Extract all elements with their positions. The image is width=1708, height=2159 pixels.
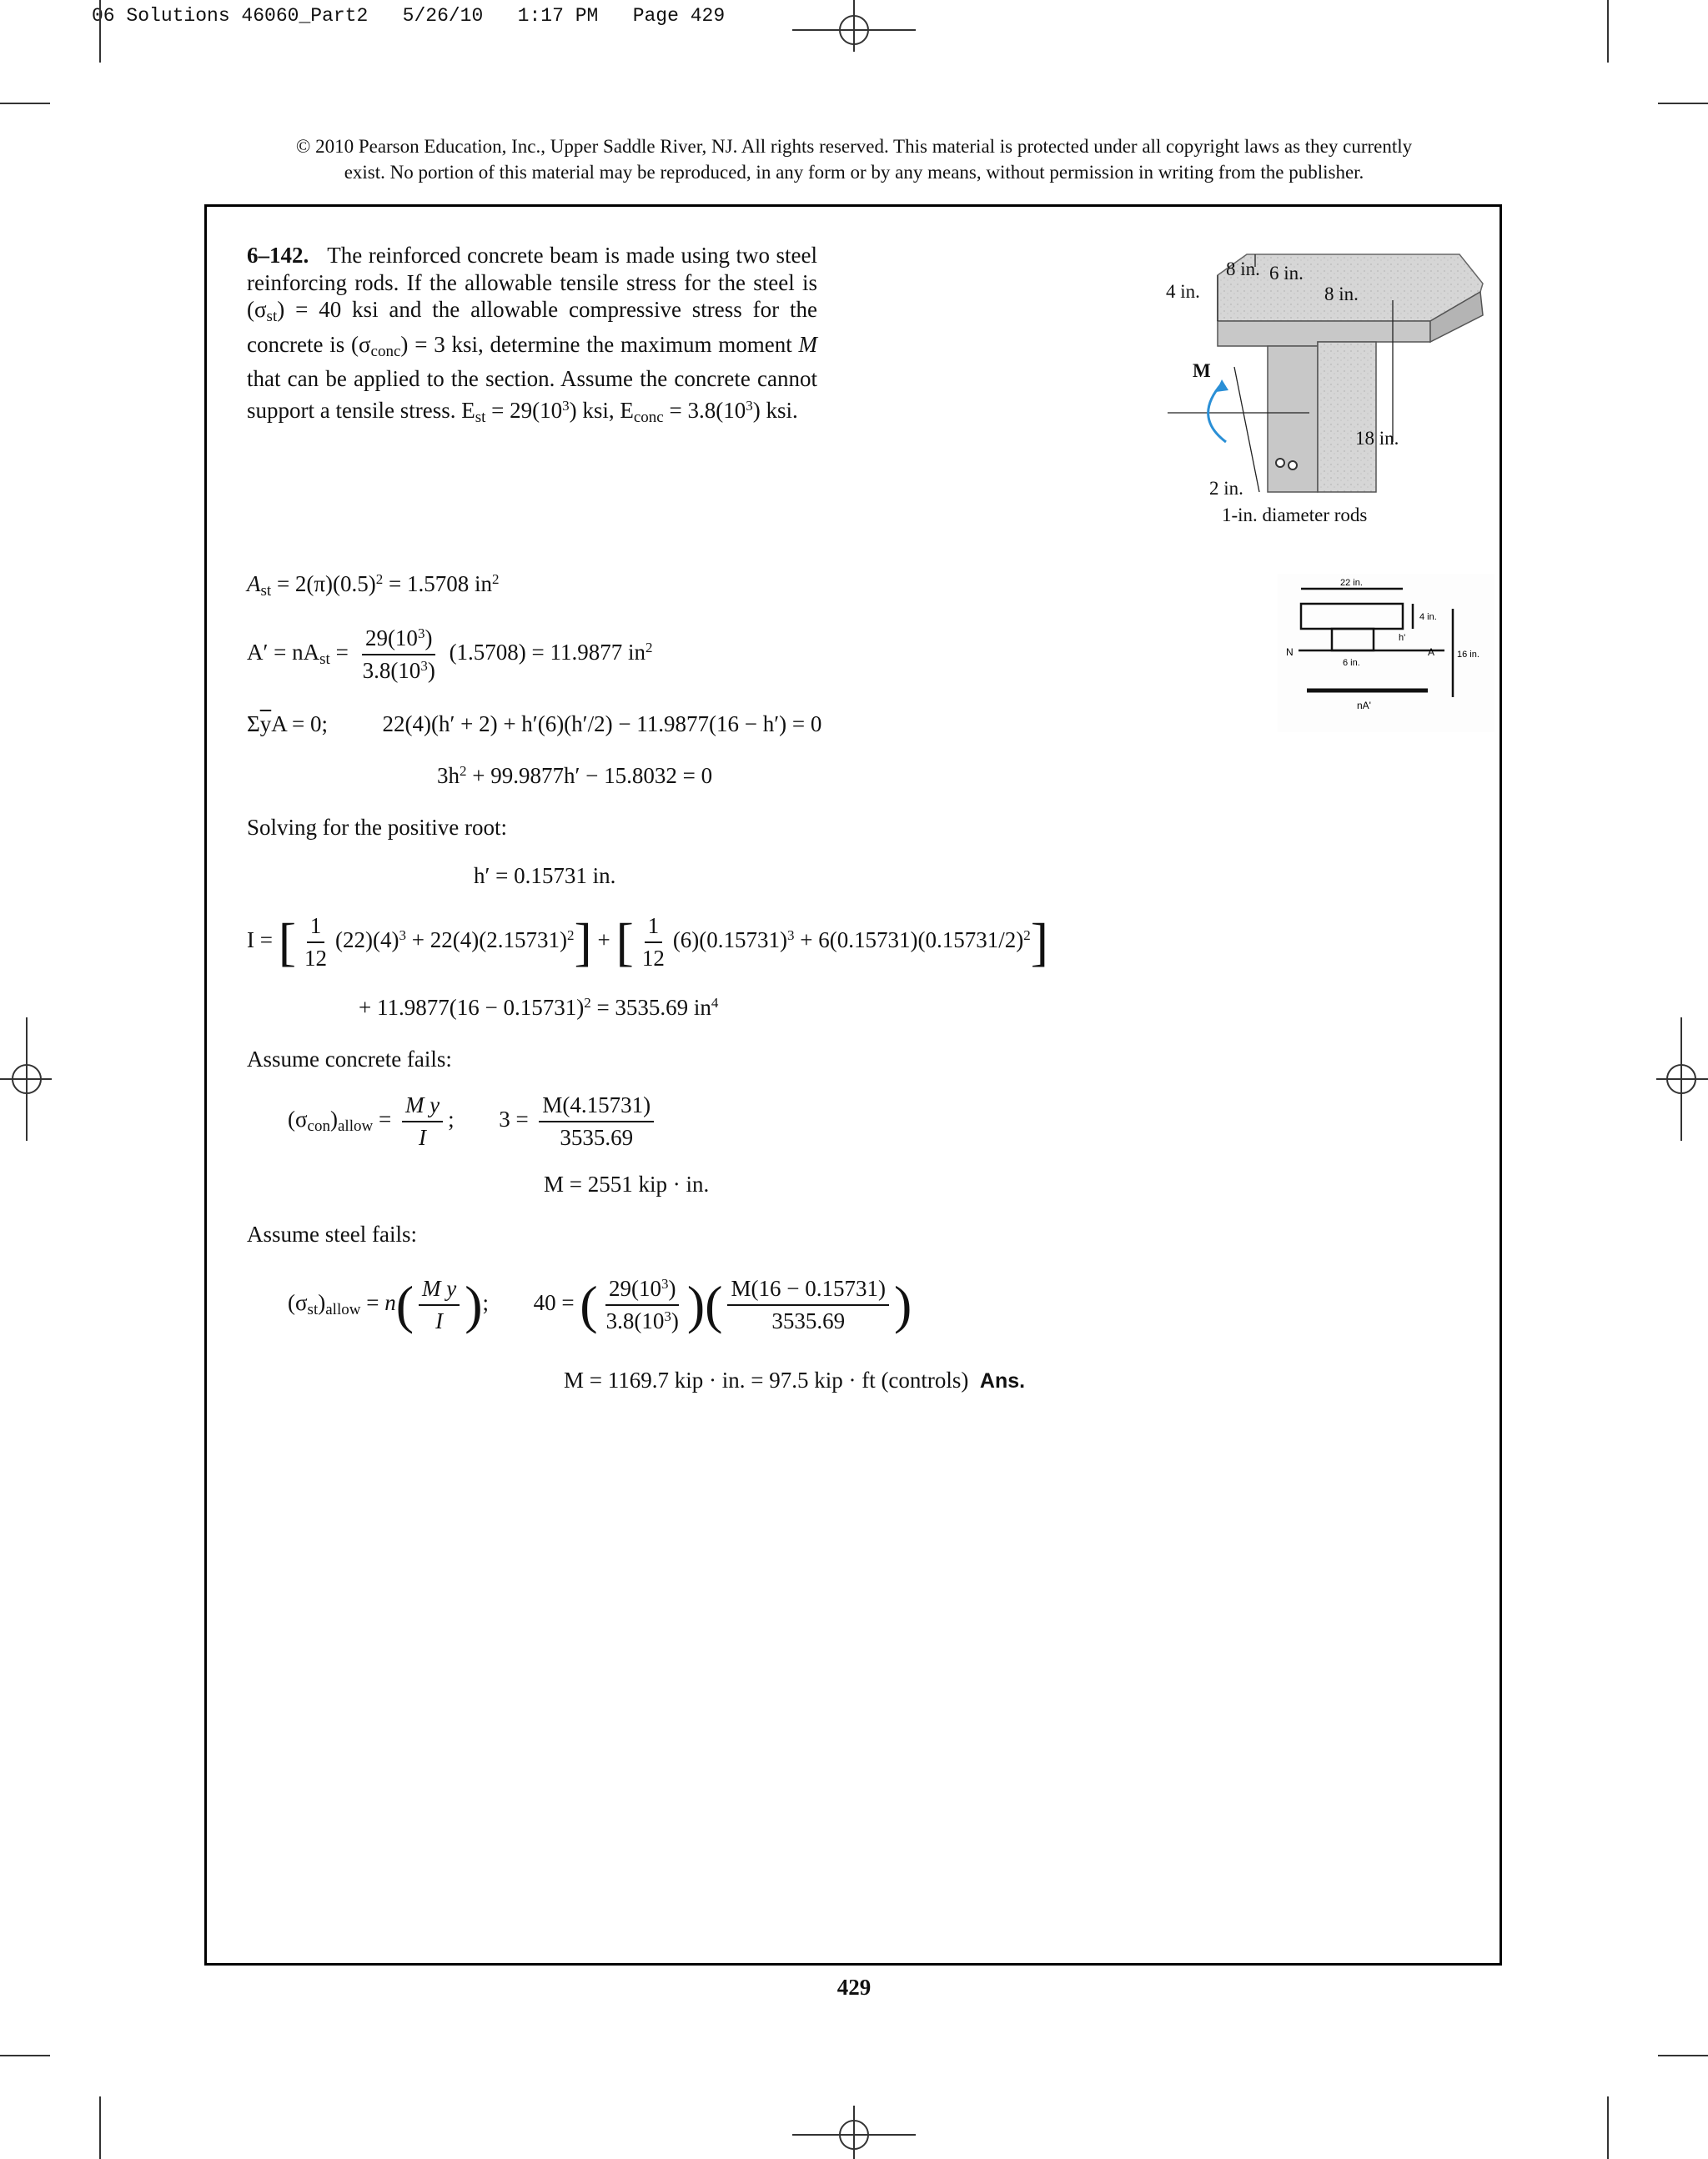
answer-tag: Ans. (979, 1369, 1026, 1393)
text: ; (448, 1107, 455, 1132)
superscript: 3 (664, 1308, 671, 1324)
transformed-section-sketch (1278, 574, 1494, 732)
superscript: 3 (399, 927, 406, 944)
num: M(4.15731) (539, 1092, 654, 1122)
rod (1289, 461, 1297, 469)
problem-text: ) ksi. (752, 397, 798, 423)
text: A = 0; (271, 711, 328, 736)
web-side (1318, 342, 1376, 492)
inertia-line-1: I = [ $\frac{1}{12}$ $(22)(4)^3 + 22(4)(2.15731)^2$] + [ $\frac{1}{12}$ $(6)(0.15731)^3 + 6(0.15731)(0.15731/2)^2$] (247, 912, 1049, 972)
problem-text: = 3.8(10 (663, 397, 746, 423)
den: 12 (304, 946, 328, 971)
sketch-top: 4 in. (1419, 612, 1437, 622)
text: I = (247, 927, 273, 953)
concrete-result: M = 2551 kip · in. (544, 1172, 710, 1197)
sketch-width: 22 in. (1340, 578, 1363, 588)
problem-text: ) = 40 ksi and the allowable compressive stress for the concrete is (σ (247, 297, 817, 357)
text: ) (329, 1107, 338, 1132)
dim-4in: 4 in. (1166, 281, 1200, 302)
variable: M (798, 331, 818, 357)
var: n (384, 1290, 396, 1316)
text: + 99.9877h′ − 15.8032 = 0 (466, 763, 713, 788)
dim-8in-right: 8 in. (1324, 284, 1359, 304)
sketch-nA: nA' (1357, 700, 1371, 711)
copyright-line-1: © 2010 Pearson Education, Inc., Upper Saddle River, NJ. All rights reserved. This material is protected under all copyright laws as they currently (295, 136, 1413, 157)
solving-text: Solving for the positive root: (247, 815, 507, 840)
superscript: 3 (787, 927, 795, 944)
sketch-h: h' (1399, 633, 1406, 643)
subscript: allow (337, 1117, 374, 1136)
superscript: 3 (746, 397, 753, 414)
concrete-equation (288, 1092, 659, 1151)
num: 1 (645, 913, 663, 943)
text: ) (668, 1276, 676, 1301)
subscript: conc (633, 408, 664, 426)
text: + (597, 927, 610, 953)
moment-arrowhead (1216, 379, 1228, 392)
sum-equation (247, 711, 821, 737)
num: 29(10 (608, 1276, 661, 1301)
subscript: st (266, 308, 278, 325)
steel-equation: $(\sigma_{st})_{allow} = n$( $\frac{\text{M y}}{I}$ ); 40 = ( $\frac{29(10^3)}{3.8(10^3)}$ )( $\frac{M(16 - 0.15731)}{3535.69}$ ) (288, 1275, 912, 1334)
text: Σ (247, 711, 260, 736)
superscript: 2 (492, 571, 500, 587)
quadratic (437, 763, 712, 789)
superscript: 3 (661, 1276, 669, 1292)
subscript: conc (370, 342, 401, 360)
text: ; (482, 1290, 490, 1316)
text: + 6(0.15731)(0.15731/2) (794, 927, 1024, 953)
dim-8in-top: 8 in. (1226, 259, 1260, 279)
den: 3.8(10 (362, 658, 421, 683)
dim-2in: 2 in. (1209, 478, 1243, 499)
subscript: st (307, 1301, 319, 1319)
hprime-result: h′ = 0.15731 in. (474, 863, 616, 888)
ast-equation (247, 571, 500, 600)
superscript: 2 (460, 763, 467, 779)
text: (σ (288, 1107, 308, 1132)
sketch-web: 6 in. (1343, 658, 1360, 668)
den: 12 (641, 946, 665, 971)
text: 40 = (533, 1290, 575, 1316)
subscript: allow (325, 1301, 361, 1319)
text: (6)(0.15731) (672, 927, 788, 953)
den: I (419, 1125, 427, 1150)
superscript: 3 (562, 397, 570, 414)
den: 3535.69 (771, 1308, 846, 1333)
fraction (359, 625, 439, 684)
copyright-line-2: exist. No portion of this material may be reproduced, in any form or by any means, without permission in writing from the publisher. (344, 162, 1364, 183)
page-header: 06 Solutions 46060_Part2 5/26/10 1:17 PM Page 429 (92, 5, 726, 27)
text: + 11.9877(16 − 0.15731) (359, 995, 585, 1020)
num: M y (402, 1092, 443, 1122)
text: 3 = (499, 1107, 529, 1132)
superscript: 4 (711, 995, 719, 1011)
text: = (366, 1290, 379, 1316)
text: (1.5708) = 11.9877 in (449, 640, 646, 665)
superscript: 2 (375, 571, 384, 587)
assume-concrete: Assume concrete fails: (247, 1047, 452, 1072)
superscript: 3 (420, 658, 428, 674)
rod (1276, 459, 1284, 467)
num: 29(10 (364, 625, 418, 650)
text: ) (427, 658, 435, 683)
sketch-a: A (1428, 646, 1435, 658)
den: 3.8(10 (605, 1308, 665, 1333)
text: ) (671, 1308, 679, 1333)
superscript: 2 (566, 927, 575, 944)
subscript: st (260, 582, 272, 600)
sketch-na: N (1286, 646, 1294, 658)
text: M = 1169.7 kip · in. = 97.5 kip · ft (controls) (564, 1368, 969, 1393)
num: M y (419, 1276, 460, 1306)
text: A′ = nA (247, 640, 320, 665)
text: ) (318, 1290, 326, 1316)
problem-text: The reinforced concrete beam is made using two steel reinforcing rods. If the allowable tensile stress for the steel is (σ (247, 243, 818, 322)
text: = 3535.69 in (590, 995, 711, 1020)
text: = 1.5708 in (383, 571, 492, 596)
sketch-depth: 16 in. (1457, 650, 1479, 660)
aprime-equation: $A' = nA_{st}$ = $\frac{29(10^3)}{3.8(10^3)}$ (1.5708) = 11.9877 $in^2$ (247, 625, 653, 683)
page-number: 429 (836, 1975, 872, 2000)
text: ) (424, 625, 433, 650)
text: 3h (437, 763, 460, 788)
den: 3535.69 (560, 1125, 634, 1150)
dim-18in: 18 in. (1355, 428, 1399, 449)
text: 22(4)(h′ + 2) + h′(6)(h′/2) − 11.9877(16 − h′) = 0 (382, 711, 822, 736)
den: I (435, 1308, 444, 1333)
text: (σ (288, 1290, 308, 1316)
rods-label: 1-in. diameter rods (1222, 505, 1368, 525)
text: (22)(4) (335, 927, 399, 953)
text: = 2(π)(0.5) (271, 571, 376, 596)
problem-text: ) = 3 ksi, determine the maximum moment (400, 331, 799, 357)
superscript: 3 (417, 625, 425, 641)
problem-number: 6–142. (247, 243, 309, 268)
assume-steel: Assume steel fails: (247, 1222, 417, 1247)
superscript: 2 (1023, 927, 1031, 944)
superscript: 2 (584, 995, 591, 1011)
num: M(16 − 0.15731) (727, 1276, 888, 1306)
var: A (247, 571, 261, 596)
problem-statement (247, 242, 817, 431)
steel-result (564, 1368, 1025, 1393)
inertia-line-2 (359, 995, 718, 1021)
problem-text: ) ksi, E (569, 397, 634, 423)
t-beam-figure (1143, 242, 1493, 542)
text: + 22(4)(2.15731) (406, 927, 567, 953)
text: = (378, 1107, 392, 1132)
problem-text: that can be applied to the section. Assume the concrete cannot support a tensile stress. E (247, 366, 817, 423)
problem-text: = 29(10 (485, 397, 563, 423)
ybar: $\overline{y}$ (259, 711, 272, 736)
subscript: st (319, 650, 330, 669)
moment-label: M (1193, 360, 1211, 381)
subscript: st (475, 408, 486, 426)
num: 1 (307, 913, 325, 943)
dim-6in: 6 in. (1269, 263, 1304, 284)
subscript: con (307, 1117, 330, 1136)
superscript: 2 (646, 640, 653, 656)
